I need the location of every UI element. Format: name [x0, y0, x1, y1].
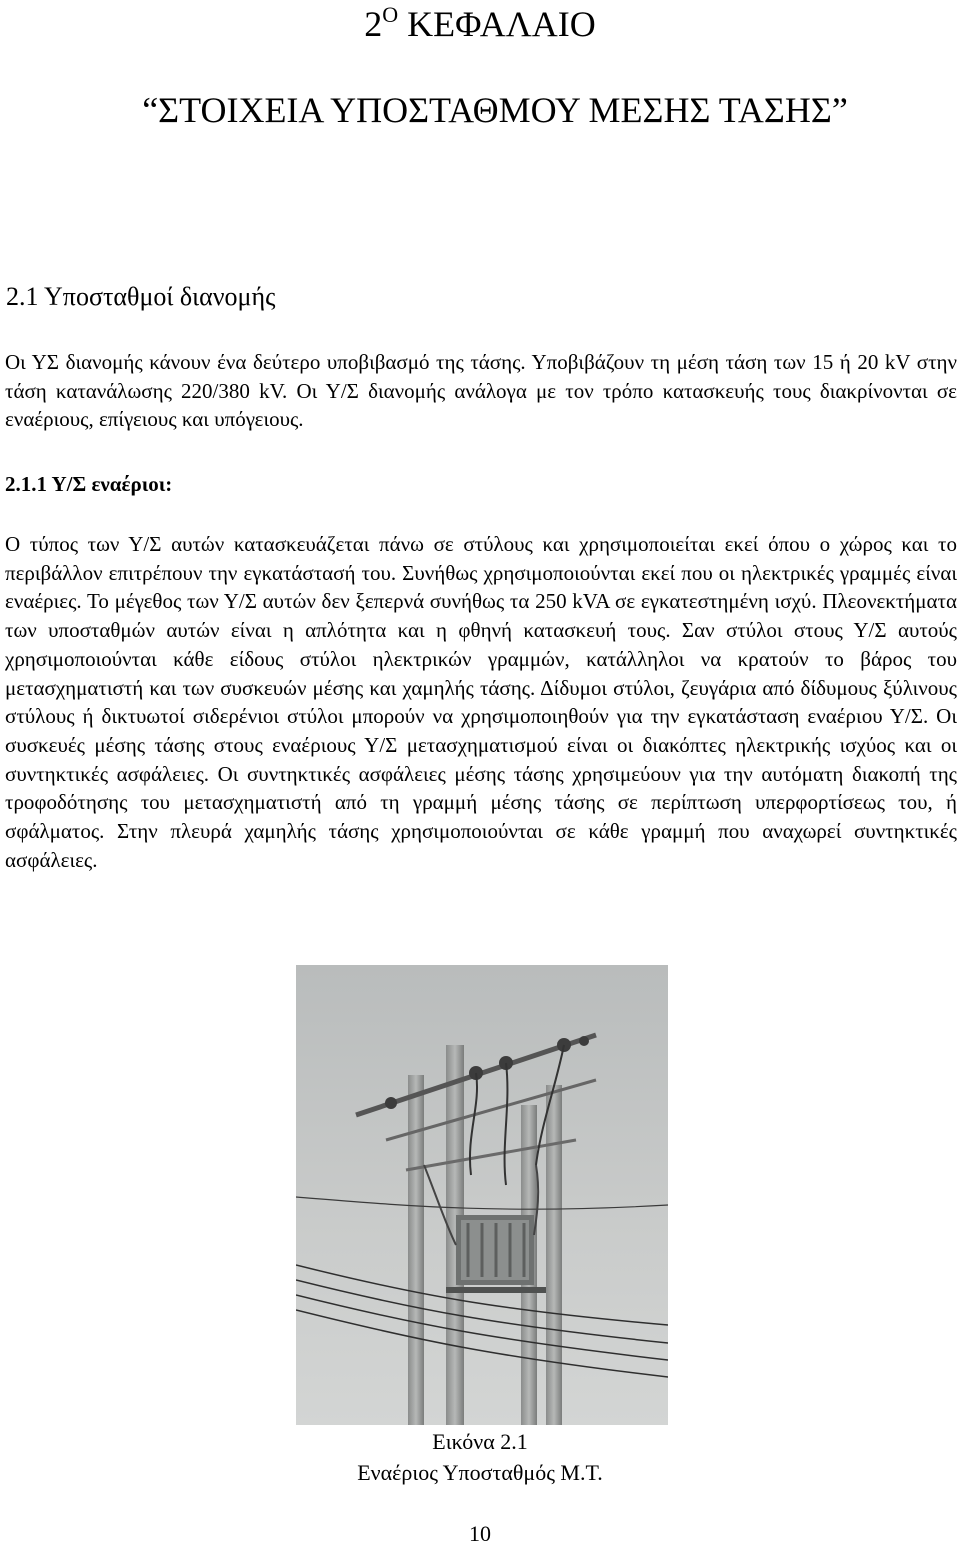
subsection-heading: 2.1.1 Υ/Σ εναέριοι:: [5, 472, 173, 496]
figure-caption: Εναέριος Υποσταθμός Μ.Τ.: [357, 1460, 603, 1485]
intro-paragraph: Οι ΥΣ διανομής κάνουν ένα δεύτερο υποβιβασμό της τάσης. Υποβιβάζουν τη μέση τάση των 15 ή 20 kV στην τάση κατανάλωσης 220/380 kV. Οι Υ/Σ διανομής ανάλογα με τον τρόπο κατασκευής τους διακρίνονται σε εναέριους, επίγειους και υπόγειους.: [5, 350, 957, 432]
chapter-title: [0, 2, 960, 46]
substation-photo: [296, 965, 668, 1425]
figure-label: Εικόνα 2.1: [432, 1429, 528, 1454]
substation-photo-drawing: [296, 965, 668, 1425]
page-number: 10: [469, 1521, 491, 1546]
chapter-subtitle: “ΣΤΟΙΧΕΙΑ ΥΠΟΣΤΑΘΜΟΥ ΜΕΣΗΣ ΤΑΣΗΣ”: [142, 90, 848, 130]
chapter-number: 2: [364, 4, 383, 44]
body-paragraph: Ο τύπος των Υ/Σ αυτών κατασκευάζεται πάνω σε στύλους και χρησιμοποιείται εκεί όπου ο χώρος και το περιβάλλον επιτρέπουν την εγκατάστασή του. Συνήθως χρησιμοποιούνται εκεί που οι ηλεκτρικές γραμμές είναι εναέριες. Το μέγεθος των Υ/Σ αυτών δεν ξεπερνά συνήθως τα 250 kVA σε εγκατεστημένη ισχύ. Πλεονεκτήματα των υποσταθμών αυτών είναι η απλότητα και η φθηνή κατασκευή τους. Σαν στύλοι στους Υ/Σ αυτούς χρησιμοποιούνται κάθε είδους στύλοι ηλεκτρικών γραμμών, κατάλληλοι να κρατούν το βάρος του μετασχηματιστή και των συσκευών μέσης και χαμηλής τάσης. Δίδυμοι στύλοι, ζευγάρια από δίδυμους ξύλινους στύλους ή δικτυωτοί σιδερένιοι στύλοι μπορούν να χρησιμοποιηθούν για την εγκατάσταση εναέριου Υ/Σ. Οι συσκευές μέσης τάσης στους εναέριους Υ/Σ μετασχηματισμού είναι οι διακόπτες ηλεκτρικής ισχύος και οι συντηκτικές ασφάλειες. Οι συντηκτικές ασφάλειες μέσης τάσης χρησιμεύουν για την αυτόματη διακοπή της τροφοδότησης του μετασχηματιστή από τη γραμμή μέσης τάσης σε περίπτωση υπερφορτίσεως του, ή σφάλματος. Στην πλευρά χαμηλής τάσης χρησιμοποιούνται σε κάθε γραμμή που αναχωρεί συντηκτικές ασφάλειες.: [5, 532, 957, 872]
chapter-superscript: Ο: [382, 2, 399, 27]
chapter-word: ΚΕΦΑΛΑΙΟ: [407, 4, 596, 44]
section-heading: 2.1 Υποσταθμοί διανομής: [6, 282, 276, 311]
